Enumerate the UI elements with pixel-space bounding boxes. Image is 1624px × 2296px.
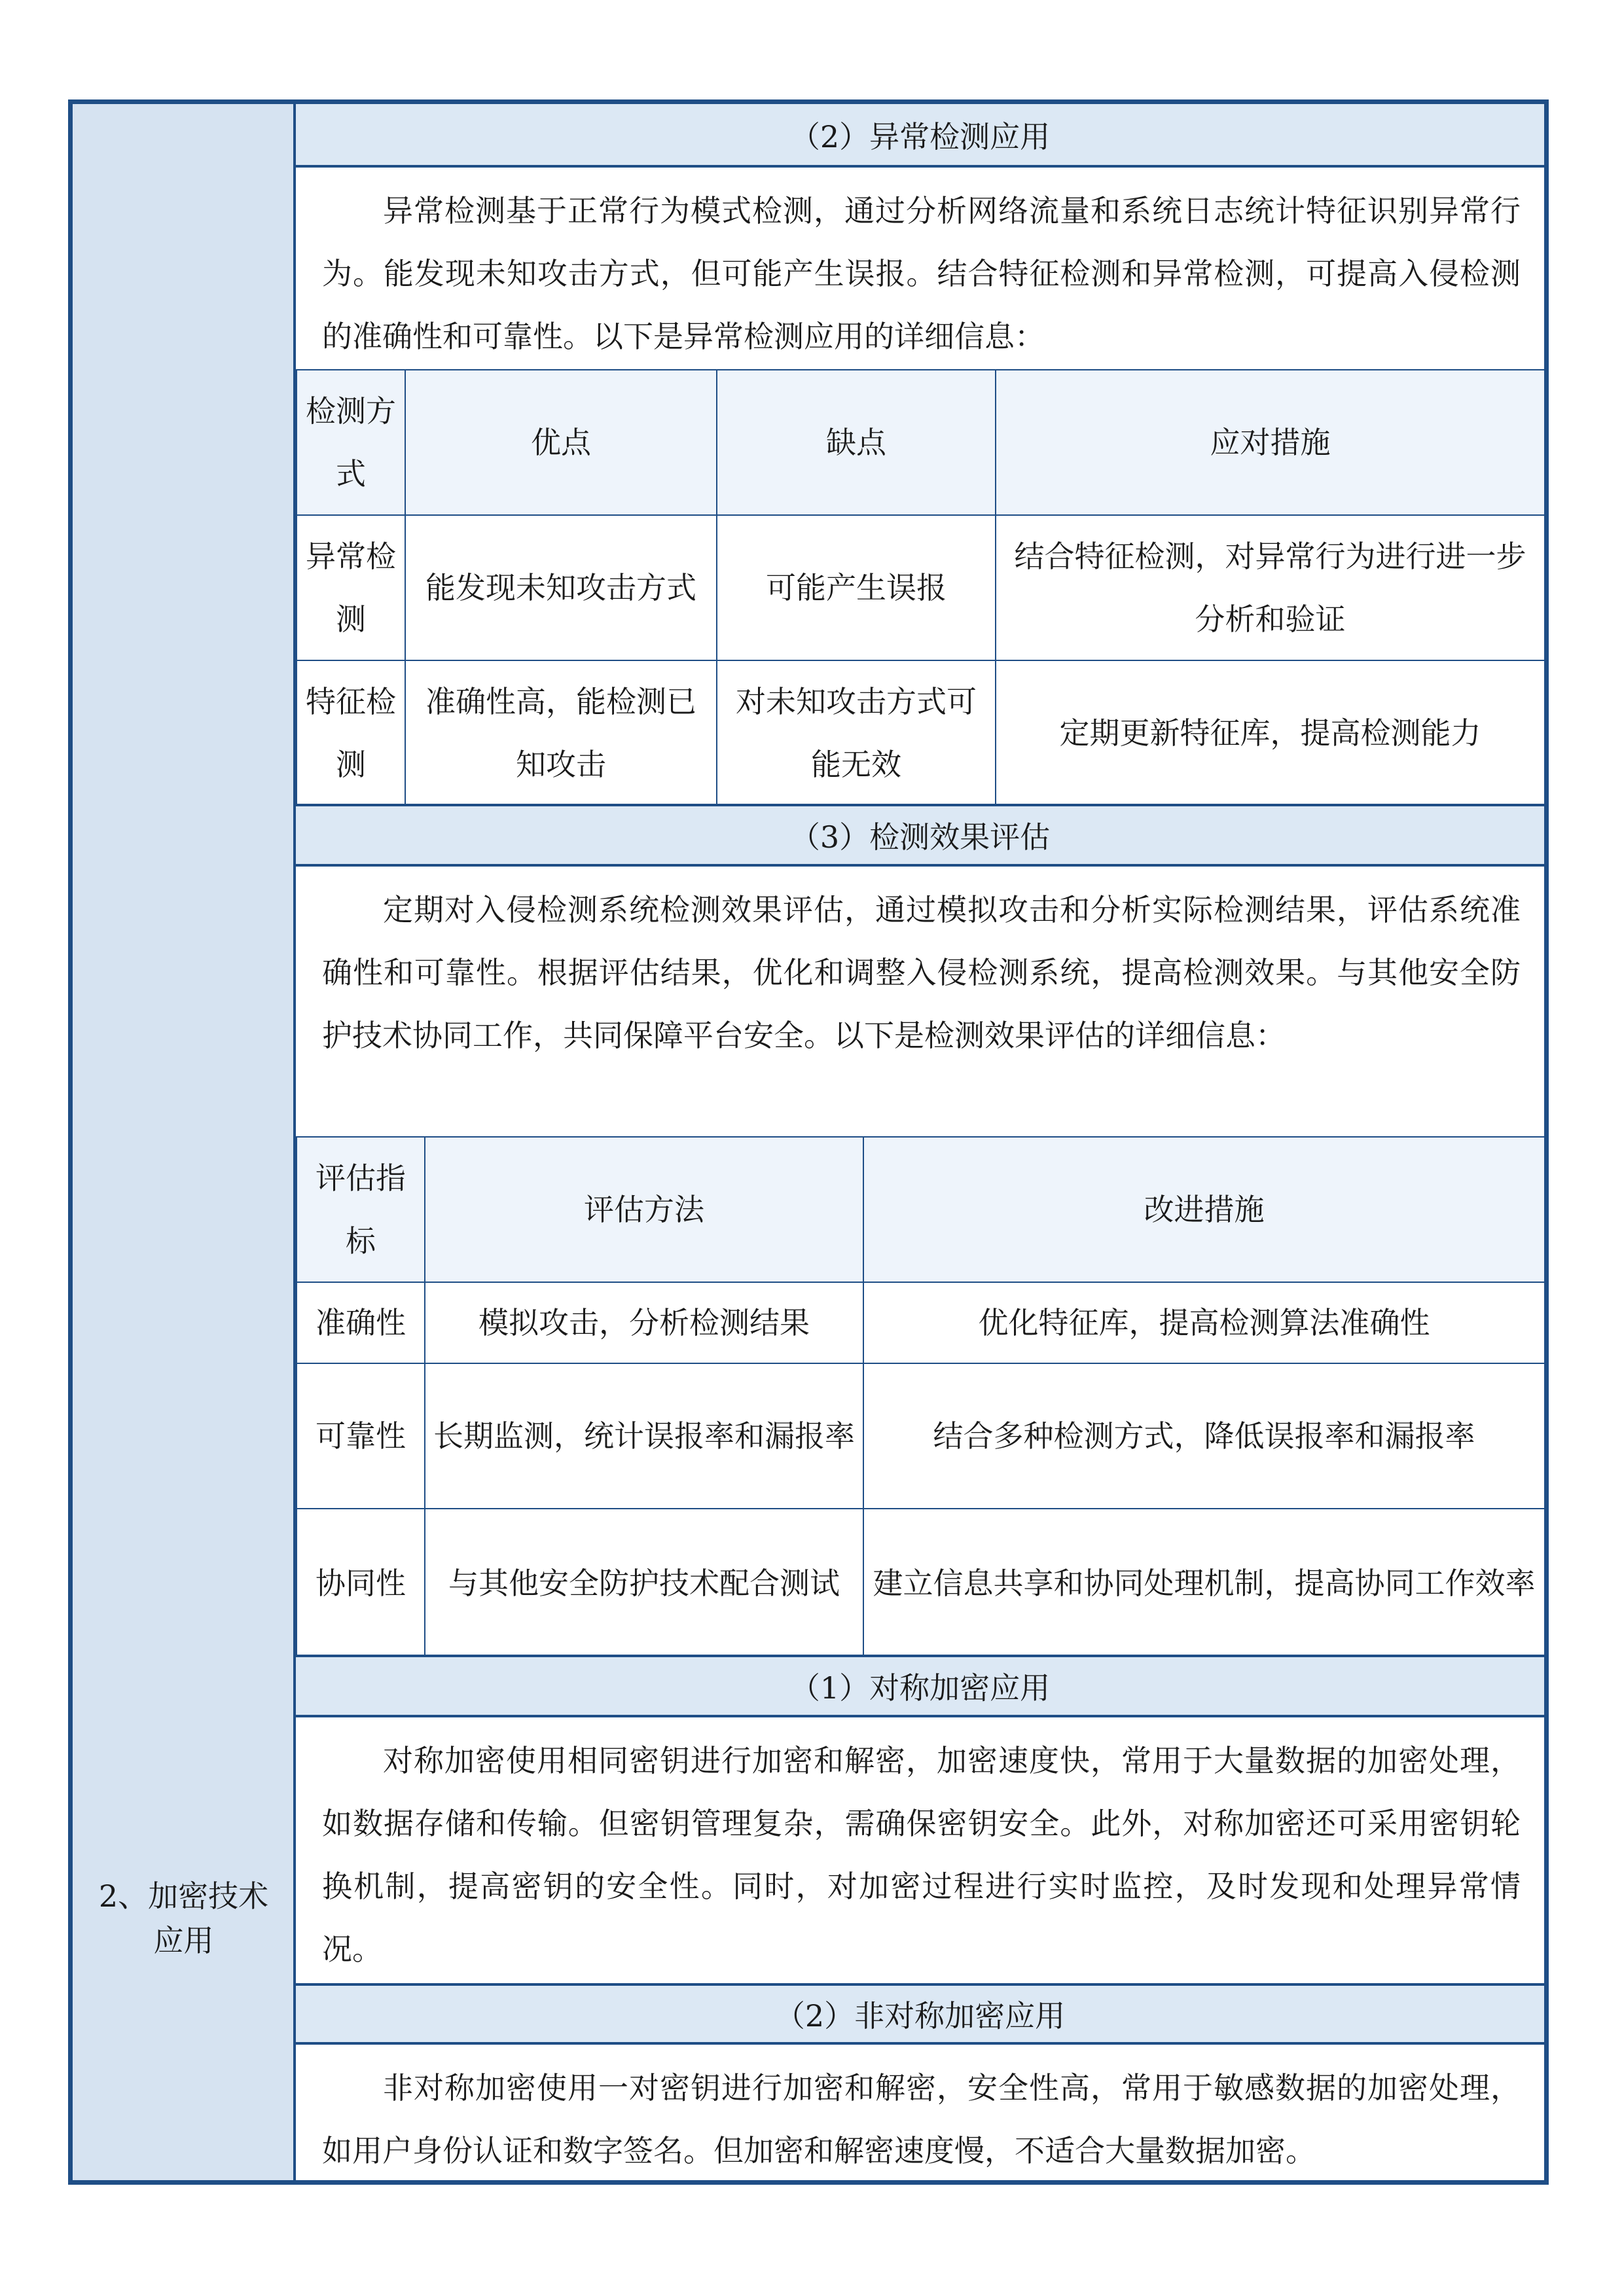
table-header-cell: 优点	[405, 370, 717, 515]
section-2-label: 2、加密技术应用	[98, 1878, 269, 1958]
page-frame	[68, 99, 1549, 2185]
table-cell: 结合特征检测，对异常行为进行进一步分析和验证	[996, 515, 1545, 660]
table-cell: 协同性	[297, 1509, 425, 1658]
table-cell: 定期更新特征库，提高检测能力	[996, 660, 1545, 806]
table-cell: 长期监测，统计误报率和漏报率	[425, 1363, 863, 1509]
table-cell: 可靠性	[297, 1363, 425, 1509]
paragraph-symmetric-encryption-text: 对称加密使用相同密钥进行加密和解密，加密速度快，常用于大量数据的加密处理，如数据存储和传输。但密钥管理复杂，需确保密钥安全。此外，对称加密还可采用密钥轮换机制，提高密钥的安全性。同时，对加密过程进行实时监控，及时发现和处理异常情况。	[322, 1743, 1521, 1967]
table-header-cell: 改进措施	[863, 1137, 1545, 1282]
table-cell: 结合多种检测方式，降低误报率和漏报率	[863, 1363, 1545, 1509]
table-cell: 优化特征库，提高检测算法准确性	[863, 1282, 1545, 1363]
heading-asymmetric-encryption: （2）非对称加密应用	[296, 1983, 1544, 2045]
table-header-cell: 缺点	[717, 370, 996, 515]
paragraph-detection-evaluation-text: 定期对入侵检测系统检测效果评估，通过模拟攻击和分析实际检测结果，评估系统准确性和可靠性。根据评估结果，优化和调整入侵检测系统，提高检测效果。与其他安全防护技术协同工作，共同保障平台安全。以下是检测效果评估的详细信息：	[322, 892, 1521, 1053]
table-cell: 能发现未知攻击方式	[405, 515, 717, 660]
paragraph-anomaly-detection-text: 异常检测基于正常行为模式检测，通过分析网络流量和系统日志统计特征识别异常行为。能发现未知攻击方式，但可能产生误报。结合特征检测和异常检测，可提高入侵检测的准确性和可靠性。以下是异常检测应用的详细信息：	[322, 193, 1521, 354]
table-header-cell: 应对措施	[996, 370, 1545, 515]
table-cell: 准确性高，能检测已知攻击	[405, 660, 717, 806]
heading-symmetric-encryption: （1）对称加密应用	[296, 1655, 1544, 1717]
table-cell: 与其他安全防护技术配合测试	[425, 1509, 863, 1658]
table-cell: 建立信息共享和协同处理机制，提高协同工作效率	[863, 1509, 1545, 1658]
table-header-cell: 评估指标	[297, 1137, 425, 1282]
paragraph-asymmetric-encryption-text: 非对称加密使用一对密钥进行加密和解密，安全性高，常用于敏感数据的加密处理，如用户身份认证和数字签名。但加密和解密速度慢，不适合大量数据加密。	[322, 2070, 1521, 2168]
table-cell: 准确性	[297, 1282, 425, 1363]
table-cell: 可能产生误报	[717, 515, 996, 660]
table-cell: 模拟攻击，分析检测结果	[425, 1282, 863, 1363]
heading-anomaly-detection: （2）异常检测应用	[296, 99, 1544, 168]
table-header-cell: 评估方法	[425, 1137, 863, 1282]
table-cell: 异常检测	[297, 515, 405, 660]
table-cell: 对未知攻击方式可能无效	[717, 660, 996, 806]
table-cell: 特征检测	[297, 660, 405, 806]
heading-detection-evaluation: （3）检测效果评估	[296, 804, 1544, 867]
table-header-cell: 检测方式	[297, 370, 405, 515]
